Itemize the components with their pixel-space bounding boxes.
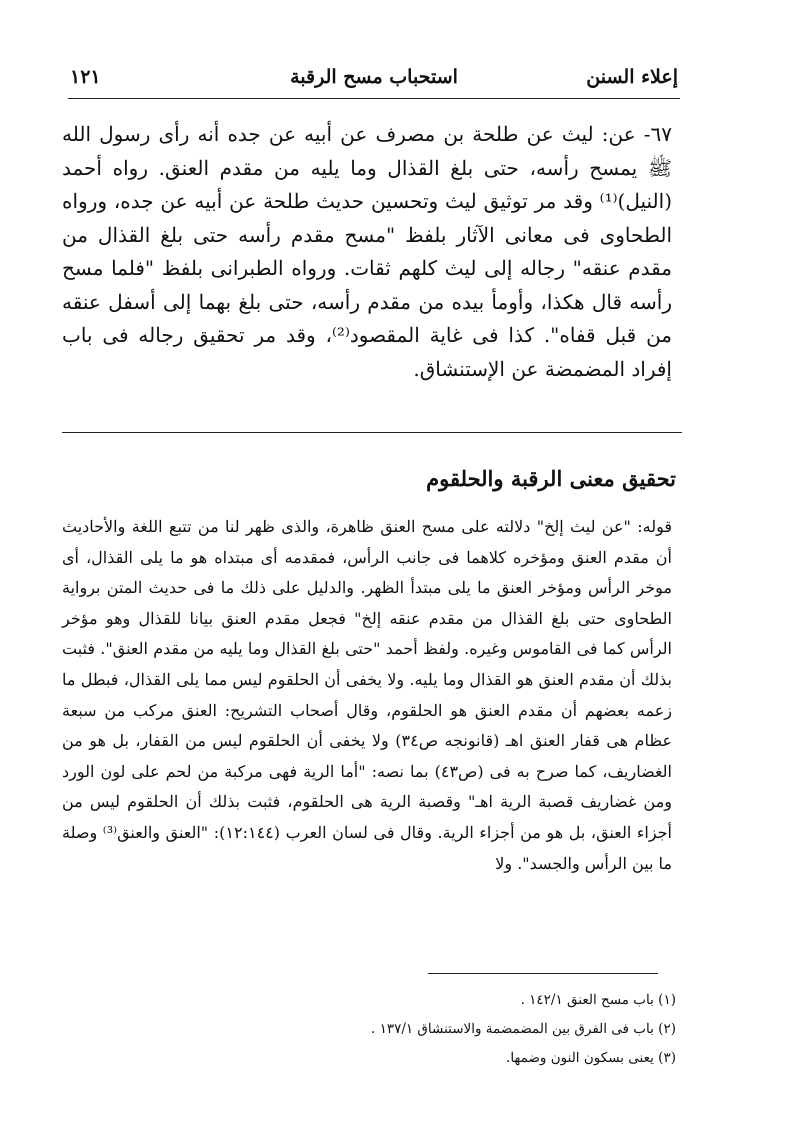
page-number: ١٢١ (70, 66, 101, 88)
book-title: إعلاء السنن (586, 66, 678, 88)
footnote-2: (٢) باب فى الفرق بين المضمضمة والاستنشاق ١٣٧/١ . (370, 1021, 676, 1037)
section-heading: تحقيق معنى الرقبة والحلقوم (426, 466, 676, 491)
footnote-3: (٣) يعنى بسكون النون وضمها. (506, 1050, 676, 1066)
hadith-paragraph: ٦٧- عن: ليث عن طلحة بن مصرف عن أبيه عن جده أنه رأى رسول الله ﷺ يمسح رأسه، حتى بلغ القذال وما يليه من مقدم العنق. رواه أحمد (النيل)⁽¹⁾ وقد مر توثيق ليث وتحسين حديث طلحة عن أبيه عن جده، ورواه الطحاوى فى معانى الآثار بلفظ "مسح مقدم رأسه حتى بلغ القذال من مقدم عنقه" رجاله إلى ليث كلهم ثقات. ورواه الطبرانى بلفظ "فلما مسح رأسه قال هكذا، وأومأ بيده من مقدم رأسه، حتى بلغ بهما إلى أسفل عنقه من قبل قفاه". كذا فى غاية المقصود⁽²⁾، وقد مر تحقيق رجاله فى باب إفراد المضمضة عن الإستنشاق. (62, 122, 673, 381)
footnotes (216, 986, 676, 1073)
footnote-1: (١) باب مسح العنق ١٤٢/١ . (520, 992, 676, 1008)
running-header (70, 62, 678, 98)
commentary-paragraph: قوله: "عن ليث إلخ" دلالته على مسح العنق ظاهرة، والذى ظهر لنا من تتبع اللغة والأحاديث أن مقدم العنق ومؤخره كلاهما فى جانب الرأس، فمقدمه أى مبتداه هو ما يلى القذال، أى موخر الرأس ومؤخر العنق ما يلى مبتدأ الظهر. والدليل على ذلك ما فى حديث المتن برواية الطحاوى حتى بلغ القذال من مقدم عنقه إلخ" فجعل مقدم العنق بيانا للقذال وهو مؤخر الرأس كما فى القاموس وغيره. ولفظ أحمد "حتى بلغ القذال وما يليه من مقدم العنق". فثبت بذلك أن مقدم العنق هو القذال وما يليه. ولا يخفى أن الحلقوم ليس مما يلى القذال، فبطل ما زعمه بعضهم أن مقدم العنق هو الحلقوم، وقال أصحاب التشريح: العنق مركب من سبعة عظام هى قفار العنق اهـ (قانونجه ص٣٤) ولا يخفى أن الحلقوم ليس من القفار، بل هو من الغضاريف، كما صرح به فى (ص٤٣) بما نصه: "أما الرية فهى مركبة من لحم على لون الورد ومن غضاريف قصبة الرية اهـ" وقصبة الرية هى الحلقوم، فثبت بذلك أن الحلقوم ليس من أجزاء العنق، بل هو من أجزاء الرية. وقال فى لسان العرب (١٢:١٤٤): "العنق والعنق⁽³⁾ وصلة ما بين الرأس والجسد". ولا (62, 517, 673, 873)
section-divider (62, 432, 682, 433)
footnote-divider (428, 973, 658, 974)
chapter-title: استحباب مسح الرقبة (290, 66, 458, 88)
header-divider (68, 98, 680, 99)
